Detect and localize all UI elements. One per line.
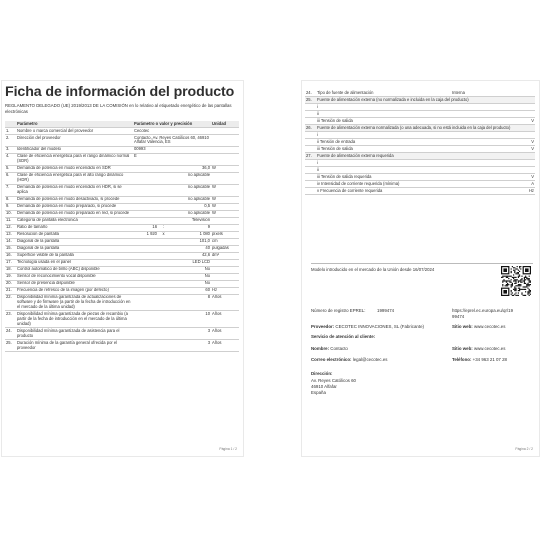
row-number: 15. [5,245,16,252]
row-parameter: Demanda de potencia en modo encendido en HDR, si se aplica [16,184,133,196]
row-parameter: Resolución de pantalla [16,231,133,238]
table-row [305,132,535,139]
table-row [305,160,535,167]
phone-value: +34 963 21 07 28 [472,357,507,362]
row-number: 25. [305,97,316,104]
row-parameter: ii Tensión de entrada [316,139,451,146]
divider [311,263,533,264]
web2-value[interactable]: www.cecotec.es [473,346,506,351]
table-row [305,188,535,195]
row-unit: W [211,196,239,203]
row-number: 12. [5,224,16,231]
row-value-a: 1 920 [133,231,158,238]
row-unit: W [211,210,239,217]
phone-label: Teléfono: [452,357,472,362]
row-parameter: Identificador del modelo [16,146,133,153]
row-parameter: Tipo de fuente de alimentación [316,90,451,97]
row-unit [211,266,239,273]
row-number [305,104,316,111]
address-label: Dirección: [311,371,333,376]
row-number: 14. [5,238,16,245]
table-row [305,174,535,181]
row-number: 5. [5,165,16,172]
row-value: no aplicable [133,196,211,203]
row-unit: V [515,139,535,146]
row-number: 7. [5,184,16,196]
row-parameter: Diagonal de la pantalla [16,245,133,252]
row-unit: pulgadas [211,245,239,252]
row-parameter: i [316,104,451,111]
row-number: 19. [5,273,16,280]
eprel-label: Número de registro EPREL: [311,308,366,313]
table-row [5,153,239,165]
row-value: Interna [451,90,515,97]
table-row [305,167,535,174]
row-unit: Hz [211,287,239,294]
row-unit: píxels [211,231,239,238]
row-parameter: Dirección del proveedor [16,135,133,147]
row-value [451,188,515,195]
table-row [305,118,535,125]
row-unit: Años [211,294,239,311]
row-unit [211,259,239,266]
row-number [305,181,316,188]
supplier-label: Proveedor: [311,324,335,329]
row-unit: Años [211,340,239,352]
row-value [451,167,515,174]
product-info-table [5,121,239,352]
table-row [305,125,535,132]
table-row [305,104,535,111]
row-unit: V [515,146,535,153]
row-number [305,118,316,125]
row-value: 101,0 [133,238,211,245]
table-row [305,139,535,146]
row-parameter: Diagonal de la pantalla [16,238,133,245]
row-unit [515,167,535,174]
row-number: 2. [5,135,16,147]
page-footer: Página 2 / 2 [515,447,533,451]
row-number: 21. [5,287,16,294]
web-value[interactable]: www.cecotec.es [473,324,506,329]
table-row [305,146,535,153]
regulation-rest: en lo relativo al etiquetado energético de las pantallas electrónicas [5,103,232,114]
row-unit: W [211,184,239,196]
row-unit [211,153,239,165]
row-parameter: Fuente de alimentación externa (no normalizada e incluida en la caja del producto) [316,97,535,104]
row-parameter: Clase de eficiencia energética para el rango dinámico normal (SDR) [16,153,133,165]
model-intro: Modelo introducido en el mercado de la Unión desde 16/07/2024 [311,267,435,272]
row-number: 27. [305,153,316,160]
row-value-sep: x [158,231,169,238]
row-parameter: Demanda de potencia en modo preparado en red, si procede [16,210,133,217]
page-1 [1,80,244,457]
table-row [5,172,239,184]
row-parameter: iii Tensión de salida [316,146,451,153]
row-parameter: ii [316,167,451,174]
row-unit [515,132,535,139]
row-value [451,104,515,111]
row-number: 26. [305,125,316,132]
row-parameter: Ratio de tamaño [16,224,133,231]
row-unit [515,104,535,111]
row-number: 24. [5,328,16,340]
row-unit [515,111,535,118]
row-unit [211,273,239,280]
row-parameter: Disponibilidad mínima garantizada de piezas de recambio (a partir de la fecha de introducción en el mercado de la última unidad) [16,311,133,328]
row-unit: Años [211,328,239,340]
row-value [451,181,515,188]
row-parameter: Superficie visible de la pantalla [16,252,133,259]
row-unit [515,160,535,167]
table-row [5,210,239,217]
table-row [5,340,239,352]
name-label: Nombre: [311,346,330,351]
row-parameter: Disponibilidad mínima garantizada de actualizaciones de software y de firmware (a partir de la fecha de introducción en el mercado de la última unidad) [16,294,133,311]
row-number [305,167,316,174]
row-value: no aplicable [133,184,211,196]
table-row [5,146,239,153]
page-2 [301,80,540,457]
row-value: Televisión [133,217,211,224]
row-value [451,111,515,118]
row-value-b: 9 [169,224,211,231]
row-number: 6. [5,172,16,184]
row-parameter: iii Tensión de salida [316,118,451,125]
table-row [305,153,535,160]
row-unit: W [211,203,239,210]
row-value [451,160,515,167]
table-row [5,328,239,340]
row-number [305,132,316,139]
row-number: 16. [5,252,16,259]
email-value[interactable]: legal@cecotec.es [352,357,388,362]
table-row [5,245,239,252]
table-row [5,224,239,231]
row-value: 42,6 [133,252,211,259]
regulation-text [5,103,239,115]
eprel-url-2[interactable]: 99474 [452,314,465,319]
row-value: LED LCD [133,259,211,266]
row-parameter: Demanda de potencia en modo encendido en SDR [16,165,133,172]
row-parameter: Clase de eficiencia energética para el alto rango dinámico (HDR) [16,172,133,184]
row-unit: Años [211,311,239,328]
table-row [5,238,239,245]
table-row [5,311,239,328]
row-value: Contacto, Av. Reyes Católicos 60, 46910 Alfafar Valencia, ES [133,135,211,147]
row-parameter: i [316,160,451,167]
table-row [5,252,239,259]
table-row [5,287,239,294]
row-value [451,132,515,139]
table-row [5,196,239,203]
table-row [5,128,239,135]
row-parameter: Frecuencia de refresco de la imagen (por defecto) [16,287,133,294]
row-number [305,160,316,167]
row-number: 22. [5,294,16,311]
row-parameter: Duración mínima de la garantía general ofrecida por el proveedor [16,340,133,352]
table-row [5,203,239,210]
supplier-value: CECOTEC INNOVACIONES, SL (Fabricante) [335,324,424,329]
table-row [5,165,239,172]
row-value: No [133,266,211,273]
row-value: 3 [133,328,211,340]
address-line-3: España [311,390,326,395]
row-unit: dm² [211,252,239,259]
row-unit: Hz [515,188,535,195]
address-line-2: 46910 Alfafar [311,384,337,389]
row-value: E [133,153,211,165]
table-row [5,266,239,273]
row-parameter: Disponibilidad mínima garantizada de asistencia para el producto [16,328,133,340]
row-value: No [133,280,211,287]
row-unit: W [211,165,239,172]
row-number [305,188,316,195]
row-value [451,118,515,125]
row-value [451,139,515,146]
row-number: 4. [5,153,16,165]
qr-code-icon[interactable] [501,266,531,296]
table-row [305,181,535,188]
row-parameter: Categoría de pantalla electrónica [16,217,133,224]
table-row [5,273,239,280]
row-unit [211,128,239,135]
table-row [5,231,239,238]
row-parameter: i [316,132,451,139]
row-parameter: Nombre o marca comercial del proveedor [16,128,133,135]
row-number: 24. [305,90,316,97]
email-label: Correo electrónico: [311,357,352,362]
row-parameter: iv Intensidad de corriente requerida (mínima) [316,181,451,188]
row-value: 40 [133,245,211,252]
row-value-sep: : [158,224,169,231]
row-parameter: Control automático de brillo (ABC) disponible [16,266,133,273]
row-parameter: Demanda de potencia en modo preparado, si procede [16,203,133,210]
row-number: 18. [5,266,16,273]
table-row [305,97,535,104]
row-value: no aplicable [133,210,211,217]
row-number: 8. [5,196,16,203]
header-value: Parámetro o valor y precisión [133,121,211,128]
power-supply-table [305,90,535,195]
row-value: 60 [133,287,211,294]
row-parameter: Tecnología usada en el panel [16,259,133,266]
row-unit [211,217,239,224]
row-unit: cm [211,238,239,245]
row-value-a: 16 [133,224,158,231]
row-number: 25. [5,340,16,352]
row-number [305,139,316,146]
row-value: No [133,273,211,280]
row-value [451,174,515,181]
row-number [305,174,316,181]
row-parameter: Demanda de potencia en modo desactivado, si procede [16,196,133,203]
table-row [5,294,239,311]
row-unit [211,146,239,153]
row-unit: V [515,118,535,125]
row-value: no aplicable [133,172,211,184]
address-line-1: Av. Reyes Católicos 60 [311,378,356,383]
row-parameter: ii [316,111,451,118]
row-value: 0,5 [133,203,211,210]
table-row [5,135,239,147]
row-number: 1. [5,128,16,135]
page-footer: Página 1 / 2 [219,447,237,451]
row-number: 20. [5,280,16,287]
row-parameter: Sensor de presencia disponible [16,280,133,287]
row-value: Cecotec [133,128,211,135]
web-label: Sitio web: [452,324,473,329]
row-unit [211,224,239,231]
row-number [305,146,316,153]
row-value: 36,0 [133,165,211,172]
row-number: 23. [5,311,16,328]
row-number: 13. [5,231,16,238]
service-heading: Servicio de atención al cliente: [311,334,376,339]
row-value: 8 [133,294,211,311]
row-value-b: 1 080 [169,231,211,238]
row-value: 00993 [133,146,211,153]
row-number: 17. [5,259,16,266]
row-value: 3 [133,340,211,352]
header-unit: Unidad [211,121,239,128]
eprel-value: 1999474 [377,308,395,313]
table-row [5,184,239,196]
row-unit [211,280,239,287]
row-value: 10 [133,311,211,328]
row-number: 9. [5,203,16,210]
eprel-url-1[interactable]: https://eprel.ec.europa.eu/qr/19 [452,308,514,313]
row-unit: V [515,174,535,181]
row-parameter: Fuente de alimentación externa normalizada (o una adecuada, si no está incluida en la caja del producto) [316,125,535,132]
table-row [305,111,535,118]
header-param: Parámetro [16,121,133,128]
row-parameter: Fuente de alimentación externa requerida [316,153,535,160]
web2-label: Sitio web: [452,346,473,351]
row-number: 11. [5,217,16,224]
row-unit [211,172,239,184]
table-row [5,280,239,287]
row-number: 10. [5,210,16,217]
page-title: Ficha de información del producto [5,84,235,100]
row-value [451,146,515,153]
row-number: 3. [5,146,16,153]
table-row [5,259,239,266]
row-parameter: Sensor de reconocimiento vocal disponible [16,273,133,280]
row-unit: A [515,181,535,188]
regulation-strong: REGLAMENTO DELEGADO (UE) 2019/2013 DE LA COMISIÓN [5,103,128,108]
name-value: Contacto [330,346,348,351]
table-row [5,217,239,224]
row-parameter: iii Tensión de salida requerida [316,174,451,181]
row-parameter: v Frecuencia de corriente requerida [316,188,451,195]
row-unit [211,135,239,147]
row-number [305,111,316,118]
